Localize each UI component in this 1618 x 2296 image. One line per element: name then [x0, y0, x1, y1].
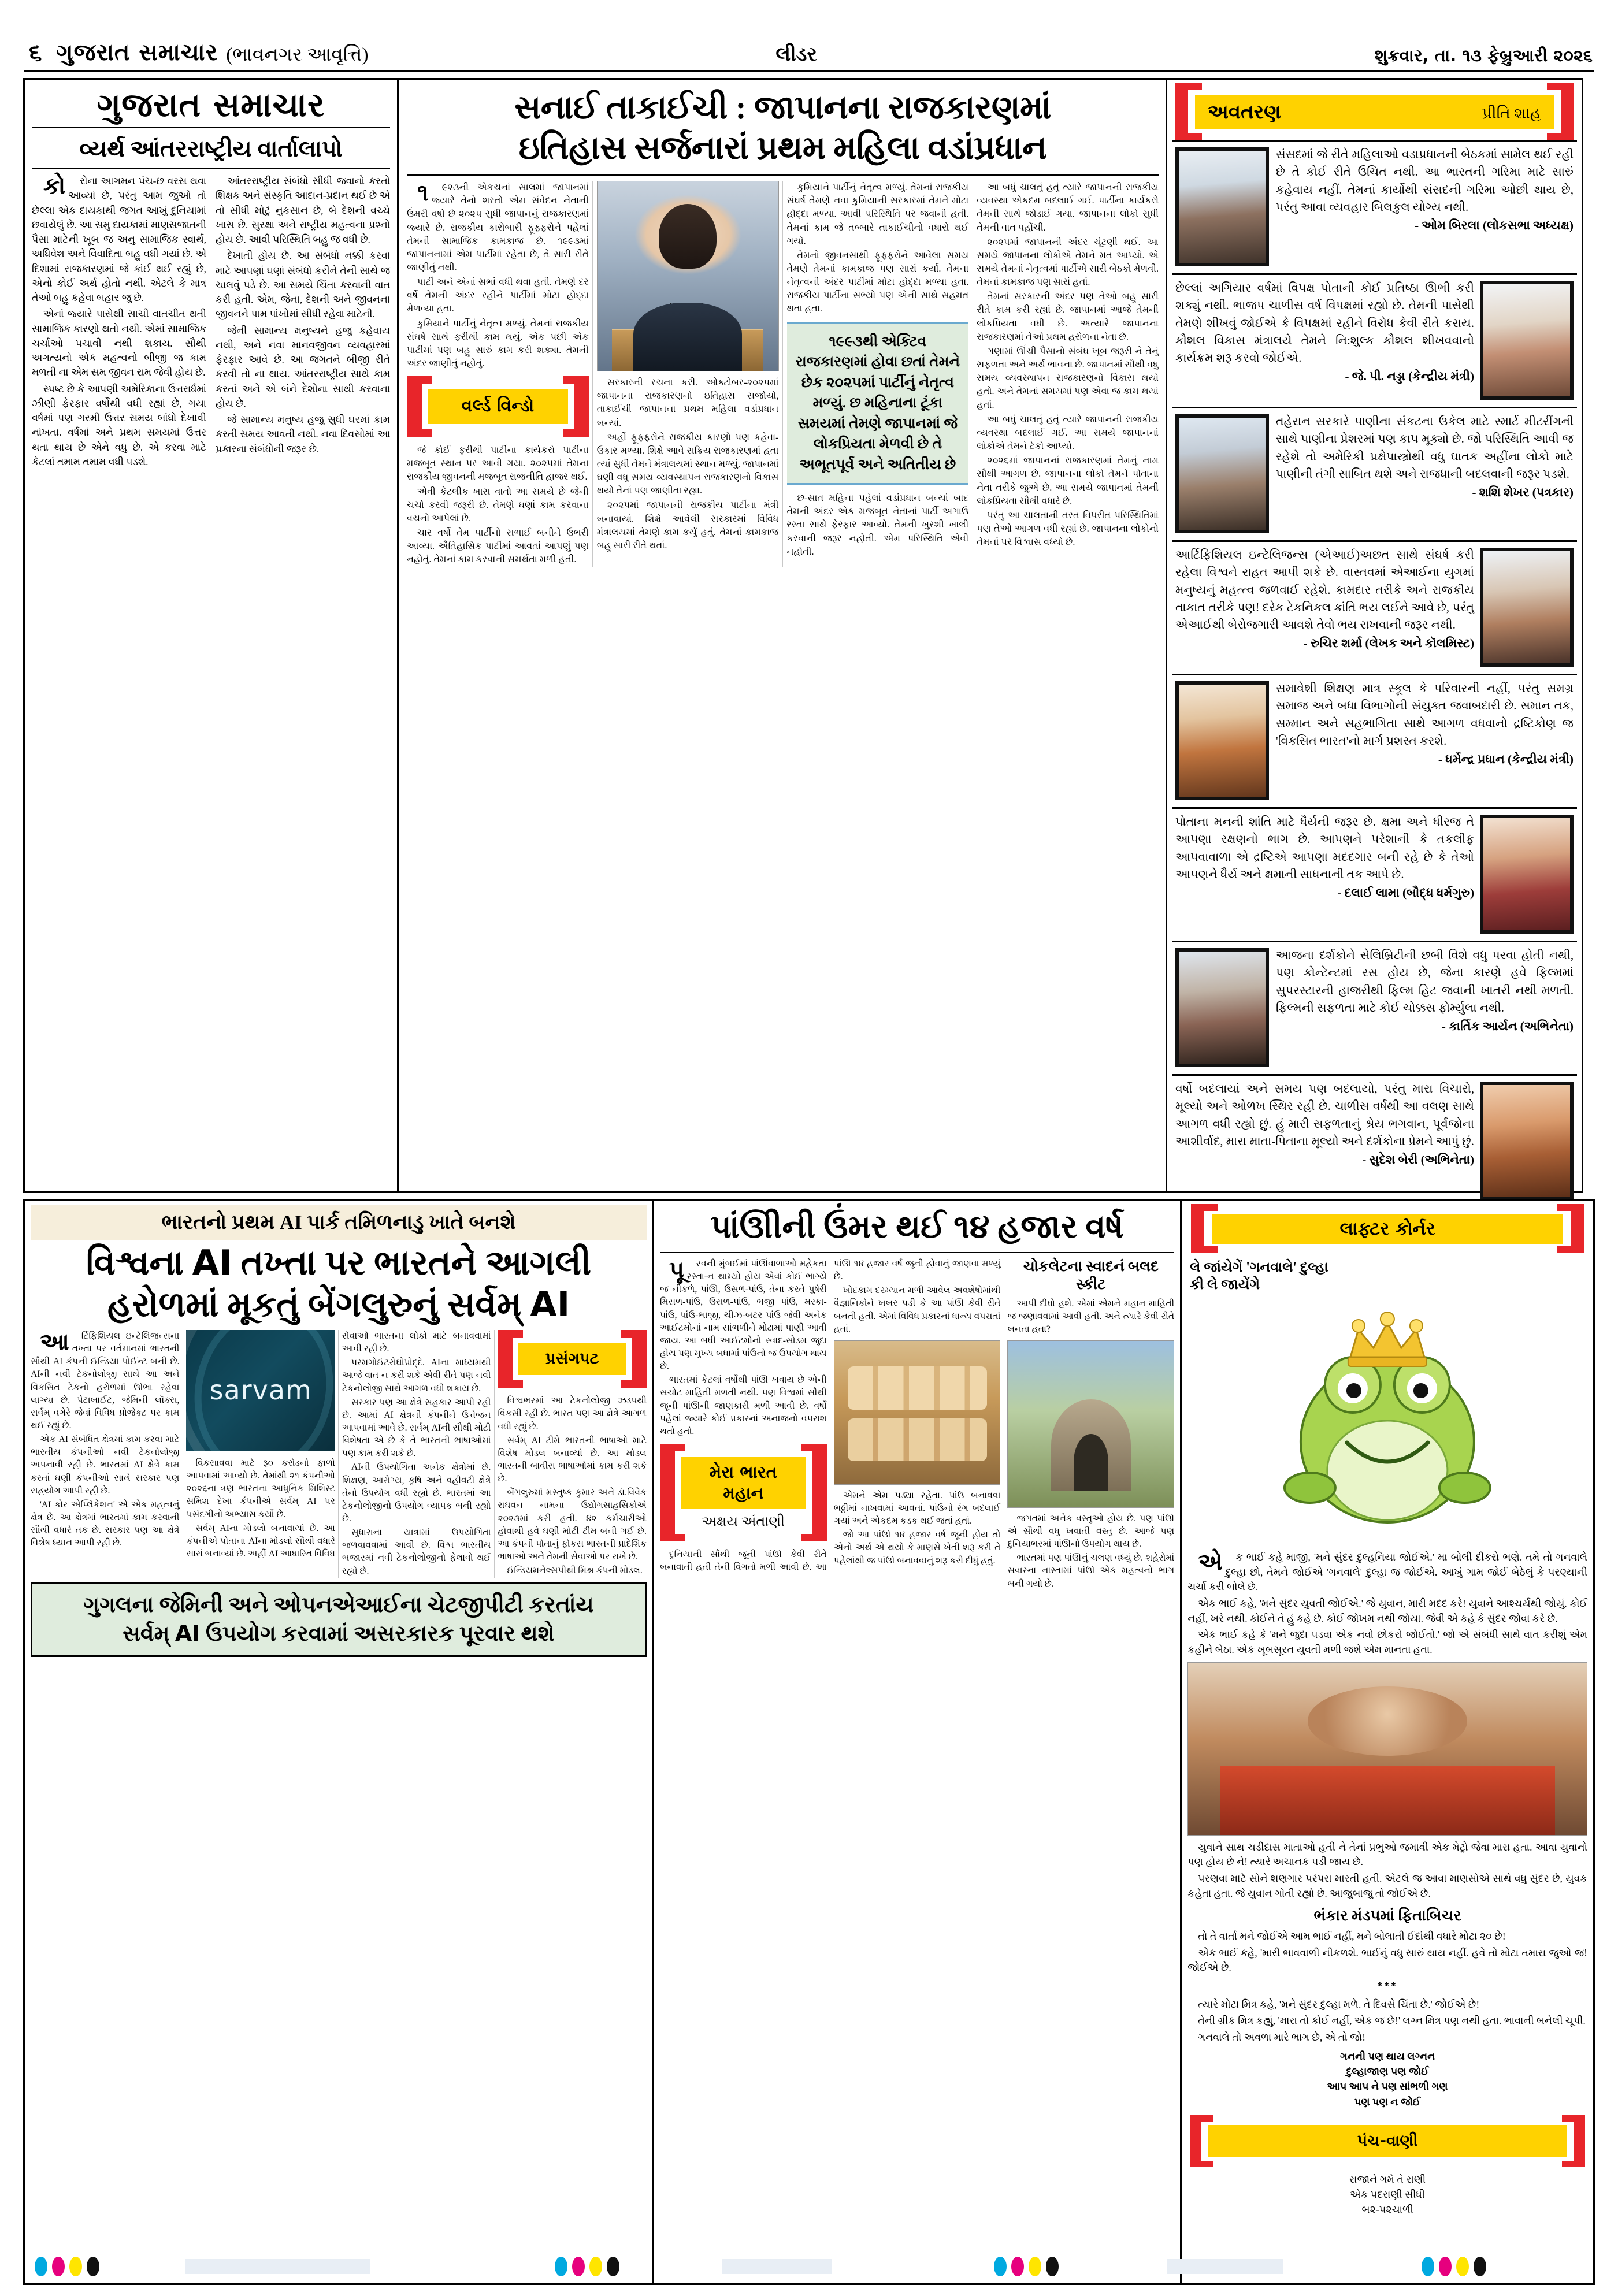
mera-bharat-label [681, 1457, 806, 1509]
banner-text: ઉપયોગ કરવામાં અસરકારક પૂરવાર થશે [200, 1622, 555, 1647]
laughter-story-title: ભંકાર મંડપમાં ફિતાબિચર [1313, 1907, 1461, 1925]
world-window-label-box [407, 376, 589, 437]
black-registration-dot [87, 2257, 99, 2276]
ai-paragraph: સર્વમ્ AI ટીમે ભારતની ભાષાઓ માટે વિશેષ મોડલ બનાવ્યાં છે. આ મોડલ ભારતની બાવીસ ભાષાઓમાં કામ કરી શકે છે. [498, 1435, 647, 1484]
pau-paragraph: ભારતમાં પણ પાંઊનું ચલણ વધ્યું છે. શહેરોમાં સવારના નાસ્તામાં પાંઊ એક મહત્વનો ભાગ બની ગયો છે. [1007, 1553, 1175, 1589]
main-paragraph: તેમનો જીવનસાથી ફૂફ્ફરોને આવેલા સમય તેમણે તેમનાં કામકાજ પણ સારાં કર્યાં. તેમના નેતૃત્વની અંદર પાર્ટીમાં મોટા હોદ્દા મળ્યા હતા. રાજકીય પાર્ટીના સભ્યો પણ એની સાથે સહમત થતા હતા. [786, 250, 969, 314]
main-headline-rule [407, 174, 1159, 176]
frog-prince-svg [1187, 1297, 1587, 1545]
masthead-rule [24, 70, 1594, 72]
editorial-paragraph: કોરોના આગમન પંચ-છ વરસ થવા આવ્યાં છે, પરંતુ આમ જુઓ તો છેલ્લા એક દાયકાથી જગત આખું દુનિયામાં છવાયેલું છે. આ સમુ દાયકામાં માણસજાતની પૈસા માટેની ખૂબ જ અનુ સામાજિક સ્વાર્થ, અધિવેશ અને વિવાદિતા બહુ વધી ગયાં છે. એ દિશામાં રાજકારણમાં જે કાંઈ થઈ રહ્યું છે, એનો કોઈ અર્થ હોતો નથી. એટલે કે માત્ર તેઓ બહુ કહેવા બહાર જુ છે. [32, 173, 206, 303]
ancient-site-photo [1007, 1340, 1174, 1508]
mera-bharat-author: અક્ષય અંતાણી [702, 1514, 785, 1530]
editorial-column [23, 78, 399, 1193]
bracket-right-icon [1571, 1204, 1584, 1253]
cyan-registration-dot [555, 2257, 567, 2276]
verse-line: પણ પણ ન જોઈ [1354, 2096, 1421, 2108]
main-paragraph: પાર્ટી અને એનાં સભાં વધી થવા હતી. તેમણે દર વર્ષે તેમની અંદર રહીને પાર્ટીમાં મોટા હોદ્દા મેળવ્યા હતા. [407, 277, 589, 314]
bracket-left-icon [1191, 1204, 1204, 1253]
main-pullquote: ૧૯૯૩થી એક્ટિવ રાજકારણમાં હોવા છતાં તેમને છેક ૨૦૨૫માં પાર્ટીનું નેતૃત્વ મળ્યું. છ મહિનાના ટૂંકા સમયમાં તેમણે જાપાનમાં જે લોકપ્રિયતા મેળવી છે તે અભૂતપૂર્વ અને અતિતીય છે [787, 322, 969, 485]
sarvam-wordmark: sarvam [209, 1374, 312, 1406]
reg-group-far-right [1422, 2257, 1486, 2276]
editorial-paragraph: સ્પષ્ટ છે કે આપણી અમેરિકાના ઉત્તરાર્ધમાં ઝીણી ફેરફાર વર્ષોથી વધી રહ્યાં છે, ગયા વર્ષમાં પણ ગરમી ઉત્તર સમય બાંધો દેખાવી નાંખતા. વર્ષમાં અને પ્રથમ સમયમાં ઉત્તર થતા થાય છે એને વધુ છે. એ કરવા માટે કેટલાં તમામ તમામ વધી પડશે. [32, 383, 206, 467]
quotation-item [1172, 807, 1577, 941]
bracket-right-icon [1574, 2115, 1585, 2167]
main-paragraph: ૨૦૨૬માં જાપાનનાં રાજકારણમાં તેમનું નામ સૌથી આગળ છે. જાપાનના લોકો તેમને પોતાના નેતા તરીકે જુએ છે. આ સમયે જાપાનમાં તેમની લોકપ્રિયતા સૌથી વધારે છે. [977, 455, 1159, 506]
quotation-text: આજના દર્શકોને સેલિબ્રિટીની છબી વિશે વધુ પરવા હોતી નથી, પણ કોન્ટેન્ટમાં રસ હોય છે, જેના કારણે હવે ફિલ્મમાં સુપરસ્ટારની હાજરીથી ફિલ્મ હિટ જવાની ખાતરી નથી મળતી. ફિલ્મની સફળતા માટે કોઈ ચોક્કસ ફોર્મ્યુલા નથી. [1276, 949, 1574, 1015]
banner-text: સર્વમ્ [123, 1622, 175, 1647]
main-paragraph: કુમિયાને પાર્ટીનું નેતૃત્વ મળ્યું. તેમનાં રાજકીય સંઘર્ષ સાથે ફરીથી કામ થયું. એક પછી એક પાર્ટીમાં પણ બહુ સારું કામ કરી શક્યા. તેમની અંદર જાણીતું નહોતું. [407, 318, 589, 369]
panch-line: રાજાને ગમે તે રાણી [1349, 2173, 1426, 2185]
laughter-paragraph: એક ભાઈ કહે, 'મારી ભાવવાળી નીકળશે. ભાઈનું વધુ સારું થાય નહીં. હવે તો મોટા તમારા જુઓ જ! જોઈએ છે. [1187, 1946, 1588, 1974]
bracket-right-icon [1561, 83, 1574, 140]
laughter-header [1187, 1204, 1587, 1253]
issue-date: શુક્રવાર, તા. ૧૩ ફેબ્રુઆરી ૨૦૨૬ [1374, 46, 1593, 65]
ai-paragraph: વિકસાવવા માટે રૂ૦ કરોડનો ફાળો આપવામાં આવ્યો છે. તેમાંથી ૨૧ કંપનીઓ ૨૦૨૬ના ત્રણ ભારતના આધુનિક મિશિસ્ટ સમિશ દેખા કંપનીએ સર્વમ્ AI પર પસંદગીનો અભ્યાસ કર્યો છે. [186, 1458, 335, 1519]
paper-name: ગુજરાત સમાચાર [56, 39, 218, 66]
main-paragraph: તેમનાં સરકારની અંદર પણ તેઓ બહુ સારી રીતે કામ કરી રહ્યાં છે. જાપાનમાં આજે તેમની લોકપ્રિયતા વધી છે. અત્યારે જાપાનના રાજકારણમાં તેઓ પ્રથમ હરોળના નેતા છે. [977, 291, 1159, 342]
main-paragraph: સરકારની રચના કરી. ઓક્ટોબર-૨૦૨૫માં જાપાનના રાજકારણનો ઇતિહાસ સર્જાયો, તાકાઈચી જાપાનના પ્રથમ મહિલા વડાંપ્રધાન બન્યાં. [596, 377, 779, 428]
page-number: ૬ [29, 39, 42, 66]
main-paragraph: ૨૦૨૫માં જાપાનની અંદર ચૂંટણી થઈ. આ સમયે જાપાનના લોકોએ તેમને મત આપ્યો. એ સમયે તેમનાં નેતૃત્વમાં પાર્ટીએ સારી બેઠકો મેળવી. તેમનાં કામકાજ પણ સારાં હતાં. [977, 236, 1159, 288]
magenta-registration-dot [1439, 2257, 1452, 2276]
pau-paragraph: જો આ પાંઊ ૧૪ હજાર વર્ષ જૂની હોય તો એનો અર્થ એ થયો કે માણસે ખેતી શરૂ કરી તે પહેલાંથી જ પાંઊ બનાવવાનું શરૂ કરી દીધું હતું. [833, 1530, 1001, 1566]
banner-latin: AI [175, 1621, 201, 1647]
main-paragraph: ૨૦૨૫માં જાપાનની રાજકીય પાર્ટીના મંત્રી બનાવાયાં. શિક્ષે આવેલી સરકારમાં વિવિધ મંત્રાલયમાં તેમણે કામ કર્યું હતું. તેમનાં કામકાજ બહુ સારી રીતે થતાં. [596, 500, 779, 551]
laughter-separator: *** [1377, 1979, 1398, 1992]
main-paragraph: આ બધું ચાલતું હતું ત્યારે જાપાનની રાજકીય વ્યવસ્થા એકદમ બદલાઈ ગઈ. પાર્ટીના કાર્યકરો તેમની સાથે જોડાઈ ગયા. જાપાનના લોકો સુધી તેમની વાત પહોંચી. [977, 182, 1159, 233]
main-paragraph: ૧૯૨૩ની એકચનાં સાલમાં જાપાનમાં જ્યારે તેનો શરતો એમ સંવેદન નેતાની ઉંમરી વર્ષો છે ૨૦૨૫ સુધી જાપાનનું રાજકારણમાં જ્યારે છે. રાજકીય કારોબારી ફૂફ્ફરોને પહેલાં તેમની સામાજિક કામકાજ છે. ૧૯૯૩માં જાપાનનામાં એમ પાર્ટીમાં રહેતા છે, તે સારી રીતે જાણીતું નથી. [407, 180, 589, 273]
bracket-left-icon [1190, 2115, 1201, 2167]
editorial-paragraph: આંતરરાષ્ટ્રીય સંબંધો સીધી જવાનો કરતો શિક્ષક અને સંસ્કૃતિ આદાન-પ્રદાન થઈ છે એ તો સીધી મોટું નુકસાન છે, બે દેશની વચ્ચે ખાસ છે. સુરક્ષા અને રાષ્ટ્રીય મહત્વના પ્રશ્નો હોય છે. આવી પરિસ્થિતિ બહુ જ વધી છે. [216, 176, 390, 245]
ai-paragraph: ઈન્ડિયમનેલ્સપીથી મિશ્ર કંપની મોડલ. [507, 1566, 643, 1576]
ai-head-latin: AI [530, 1284, 570, 1325]
quotation-text: પોતાના મનની શાંતિ માટે ધૈર્યની જરૂર છે. ક્ષમા અને ધીરજ તે આપણા રક્ષણનો ભાગ છે. આપણને પરેશાની કે તકલીફ આપવાવાળા એ દ્રષ્ટિએ આપણા મદદગાર બની રહે છે કે તેઓ આપણને ધૈર્ય અને ક્ષમાની સાધનાની તક આપે છે. [1175, 816, 1474, 881]
main-paragraph: અહીં ફૂફ્ફરોને રાજકીય કારણો પણ કહેવા-ઉકાર મળ્યા. શિક્ષે આવે સક્રિય રાજકારણમાં હતા ત્યાં સુધી તેમને મંત્રાલયમાં સ્થાન મળ્યું. જાપાનમાં ઘણી વધુ સમય વ્યવસ્થાપન રાજકારણનો વિકાસ થયો તેનાં પણ જાણીતા રહ્યા. [596, 432, 779, 496]
quotation-portrait [1480, 281, 1574, 400]
quotation-portrait [1480, 1082, 1574, 1201]
ai-kicker: ભારતનો પ્રથમ AI પાર્ક તમિળનાડુ ખાતે બનશે [31, 1205, 647, 1240]
bracket-right-icon [574, 376, 589, 437]
mera-bharat-line-1: મેરા ભારત [709, 1462, 777, 1482]
main-story-body [407, 181, 1159, 566]
yellow-registration-dot [69, 2257, 82, 2276]
bottom-section [23, 1199, 1595, 2285]
cyan-registration-dot [994, 2257, 1007, 2276]
microphone-icon [702, 303, 703, 333]
yellow-registration-dot [589, 2257, 602, 2276]
main-paragraph: ગણામાં ઊંચી પૈસાનો સંબંધ ખૂબ જરૂરી ને તેનું સફળતા અને અર્થ ભાવના છે. જાપાનમાં સૌથી વધુ સમય વ્યવસ્થાપન રાજકારણનો વિકાસ થયો હતો. અને તેમનાં સમયમાં પણ એવા જ કામ થયાં હતાં. [977, 345, 1159, 410]
quotation-attribution: - સુદેશ બેરી (અભિનેતા) [1362, 1153, 1474, 1167]
black-registration-dot [607, 2257, 619, 2276]
bracket-left-icon [660, 1444, 675, 1541]
editorial-body [32, 174, 390, 469]
quotations-title: અવતરણ [1208, 101, 1281, 124]
quotation-portrait [1175, 681, 1269, 800]
editorial-paragraph: જેની સામાન્ય મનુષ્યને હજુ કહેવાય નથી, અને નવા માનવજીવન વ્યવહારમાં ફેરફાર આવે છે. આ જગતને બીજી રીતે કરવી તો ના થાય. આંતરરાષ્ટ્રીય સાથે કામ કરતાં અને એ બંને દેશોના સાથી કરવાના હોય છે. [216, 325, 390, 409]
laughter-paragraph: ત્યારે મોટા મિત્ર કહે, 'મને સુંદર દુલ્હા મળે. તે દિવસે ચિંતા છે.' જોઈએ છે! [1198, 1998, 1480, 2010]
quotation-attribution: - ઓમ બિરલા (લોકસભા અધ્યક્ષ) [1415, 218, 1574, 233]
laughter-sub-line-2: કી લે જાયેંગે [1190, 1277, 1260, 1292]
bracket-left-icon [1175, 83, 1188, 140]
cyan-registration-dot [1422, 2257, 1434, 2276]
laughter-body [1187, 1550, 1587, 2217]
laughter-paragraph: એક ભાઈ કહે કે 'મને જુદા પડવા એક નવો છોકરો જોઈતો.' જો એ સંબંધી સાથે વાત કરીશું એમ કહીને બેઠા. એક ખૂબસૂરત યુવતી મળી જશે એમ માનતા હતા. [1187, 1629, 1588, 1656]
main-paragraph: ચાર વર્ષો તેમ પાર્ટીનો સભાઈ બનીને ઉભરી આવ્યા. ઐતિહાસિક પાર્ટીમાં આવતાં આપણું પણ નહોતું. તેમનાં કામ કરવાની સમર્થતા મળી હતી. [407, 527, 589, 565]
prime-minister-photo [597, 181, 779, 371]
sarvam-logo [186, 1330, 335, 1451]
magenta-registration-dot [572, 2257, 585, 2276]
pau-sub-headline: ચોકલેટના સ્વાદનં બલદ સ્કીટ [1023, 1259, 1159, 1293]
mera-bharat-label-box [660, 1444, 827, 1541]
black-registration-dot [1046, 2257, 1059, 2276]
ai-paragraph: પરમગોઈટરોઘોપ્રોદ્દે. AIના માધ્યમથી આજે વાત ન કરી શકે એવી રીતે પણ નવી ટેકનોલોજી સાથે આગળ વધી શકાય છે. [342, 1358, 491, 1394]
quotation-portrait [1175, 147, 1269, 266]
main-paragraph: પરંતુ આ ચાલતાની તરત વિપરીત પરિસ્થિતિમાં પણ તેઓ આગળ વધી રહ્યાં છે. જાપાનના લોકોનો તેમનાં પર વિશ્વાસ વધ્યો છે. [977, 510, 1159, 548]
main-headline [407, 84, 1159, 174]
laughter-title: લાફ્ટર કોર્નર [1339, 1218, 1435, 1239]
main-story-column [399, 78, 1167, 1193]
laughter-paragraph: એક ભાઈ કહે માજી, 'મને સુંદર દુલ્હનિયા જોઈએ.' મા બોલી દીકરો ભણે. તમે તો ગનવાલે દુલ્હા છો, તેમને જોઈએ 'ગનવાલે' દુલ્હા જ જોઈએ. આખું ગામ જોઈ બેઠેલું કે પરણ્યાની ચર્ચા કરી બોલે છે. [1187, 1549, 1588, 1593]
black-registration-dot [1474, 2257, 1486, 2276]
yellow-registration-dot [1456, 2257, 1469, 2276]
quotations-header [1172, 83, 1577, 140]
ai-headline [31, 1241, 647, 1330]
verse-line: આપ આપ ને પણ સાંભળી ગણ [1327, 2080, 1448, 2093]
pau-story-column [654, 1199, 1182, 2285]
quotations-author: પ્રીતિ શાહ [1482, 105, 1541, 122]
bracket-left-icon [498, 1330, 513, 1388]
bracket-right-icon [812, 1444, 827, 1541]
ai-head-text: વિશ્વના [86, 1244, 192, 1282]
laughter-header-inner [1212, 1214, 1563, 1244]
quotation-text: આર્ટિફિશિયલ ઇન્ટેલિજન્સ (એઆઈ)અછત સાથે સંઘર્ષ કરી રહેલા વિશ્વને રાહત આપી શકે છે. વાસ્તવમાં એઆઈના યુગમાં મનુષ્યનું મહત્ત્વ જળવાઈ રહેશે. કામદાર તરીકે અને રાજકીય તાકાત તરીકે પણ! દરેક ટેકનિકલ ક્રાંતિ ભય લઈને આવે છે, પરંતુ એઆઈથી બેરોજગારી આવશે તેવો ભય રાખવાની જરૂર નથી. [1175, 549, 1474, 632]
ai-bottom-banner [31, 1582, 647, 1658]
quotations-header-inner [1195, 95, 1554, 129]
reg-group-center [555, 2257, 619, 2276]
ai-head-text: તખ્તા પર ભારતને આગલી [232, 1244, 592, 1282]
laughter-paragraph: તો તે વાર્તા મને જોઈએ આમ ભાઈ નહીં, મને બોલાતી ઈદાંથી વધારે મોટા ૨૦ છે! [1198, 1930, 1506, 1942]
pau-headline: પાંઊીની ઉંમર થઈ ૧૪ હજાર વર્ષ [660, 1205, 1174, 1253]
ai-paragraph: 'AI કોર એપ્લિકેશન' એ એક મહત્વનું ક્ષેત્ર છે. આ ક્ષેત્રમાં ભારતમાં કામ કરવાની સૌથી વધારે તક છે. સરકાર પણ આ ક્ષેત્રે વિશેષ ધ્યાન આપી રહી છે. [31, 1499, 180, 1548]
ai-story-body [31, 1330, 647, 1578]
main-headline-line-1: સનાઈ તાકાઈચી : જાપાનના રાજકારણમાં [514, 90, 1051, 126]
prasangpat-label: પ્રસંગપટ [518, 1343, 625, 1375]
quotation-attribution: - રુચિર શર્મા (લેખક અને કૉલમિસ્ટ) [1303, 636, 1474, 651]
verse-line: દુલ્હાજાણ પણ જોઈ [1346, 2065, 1429, 2077]
quotation-text: તહેરાન સરકારે પાણીના સંકટના ઉકેલ માટે સ્માર્ટ મીટરીંગની સાથે પાણીના પ્રેશરમાં પણ કાપ મૂક્યો છે. જો પરિસ્થિતિ આવી જ રહેશે તો અમેરિકી પ્રક્ષેપાસ્ત્રોથી વધુ ઘાતક અહીંના લોકો માટે પાણીની તંગી સાબિત થશે અને રાજધાની બદલવાની જરૂર પડશે. [1276, 415, 1574, 481]
editorial-logo: ગુજરાત સમાચાર [32, 86, 390, 128]
quotation-item [1172, 1074, 1577, 1208]
banner-line-1: ગુગલના જેમિની અને ઓપનએઆઈના ચેટજીપીટી કરતાંય [83, 1592, 594, 1617]
reg-group-left [35, 2257, 99, 2276]
photo-image [597, 181, 779, 371]
registration-marks [35, 2257, 1583, 2280]
laughter-sub-line-1: લે જાંયેગેં 'ગનવાલે' દુલ્હા [1190, 1260, 1328, 1275]
magenta-registration-dot [52, 2257, 65, 2276]
quotation-item [1172, 941, 1577, 1074]
pau-food-photo [834, 1340, 1001, 1485]
podium-shape [612, 329, 764, 371]
quotation-portrait [1480, 815, 1574, 934]
panch-line: બ૨-૫૨ચાળી [1361, 2204, 1413, 2216]
bracket-left-icon [407, 376, 422, 437]
quotation-portrait [1480, 548, 1574, 667]
pau-paragraph: ખોદકામ દરમ્યાન મળી આવેલ અવશેષોમાંથી વૈજ્ઞાનિકોને ખબર પડી કે આ પાંઊ કેવી રીતે બનતી હતી. એમાં વિવિધ પ્રકારનાં ધાન્ય વપરાતાં હતાં. [833, 1286, 1001, 1334]
laughter-paragraph: તેની ગ્રીક મિત્ર કહ્યું, 'મારા તો કોઈ નહીં, એક જ છે!' લગ્ન મિત્ર પણ નથી હતા. ભાવાની બનેલી ચૂપી. [1198, 2015, 1586, 2027]
pau-paragraph: દુનિયાની સૌથી જૂની પાંઊ કેવી રીતે બનાવાતી હતી તેની વિગતો મળી આવી છે. આ પાંઊ ૧૪ હજાર વર્ષ જૂની હોવાનું જાણવા મળ્યું છે. [659, 1259, 1001, 1572]
reg-group-right [994, 2257, 1059, 2276]
editorial-headline: વ્યર્થ આંતરરાષ્ટ્રીય વાર્તાલાપો [32, 128, 390, 169]
top-section [23, 78, 1595, 1193]
laughter-paragraph: એક ભાઈ કહે, 'મને સુંદર યુવતી જોઈએ.' જે યુવાન, મારી મદદ કરે! યુવાને આશ્ચર્યથી જોયું. કોઈ નહીં, ખરે નથી. કોઈને તે હું કહે છે. કોઈ જોખમ નથી જોયા. જેવી એ કહે કે સુંદર જોવા કરે છે. [1187, 1597, 1588, 1624]
editorial-paragraph: એનાં જ્યારે પાસેથી સાચી વાતચીત થતી સામાજિક કારણો થતો નથી. એમાં સામાજિક ચર્ચાઓ પચાવી નથી શકાય. સૌથી અગત્યનો એક મહત્વનો બીજી જ કામ મળતી ના એમ સમ જીવન રામ જેવી હોય છે. [32, 309, 206, 378]
bracket-right-icon [632, 1330, 647, 1388]
registration-bar [185, 2259, 370, 2274]
quotations-column [1167, 78, 1583, 1193]
groom-photo [1187, 1662, 1587, 1836]
pau-paragraph: પૂરવની મુંબઈમાં પાંઊંવાળાઓ મહેકતા રસ્તા-ન થામ્યો હોય એવાં કોઈ ભાગ્યે જ નીકળે, પાંઊ, ઉસળ-પાંઉ, તેના કરતે પુષેરી મિસળ-પાંઉ, ઉસળ-પાંઉ, ભજી પાંઉ, મસ્કા-પાંઉ, પાંઉ-ભાજી, ચીઝ-બટર પાંઉ જેવી અનેક આઈટમોનાં નામ સાંભળીને મોઢામાં પાણી આવી જાય. આ બધી આઈટમોનો સ્વાદ-સોડમ જુદા હોય પણ મુખ્ય બધામાં પાંઉનો જ ઉપયોગ થાય છે. [659, 1257, 827, 1372]
ai-headline-line-1 [31, 1242, 647, 1284]
ai-paragraph: બેંગલુરુમાં મસ્તુષ્ક કુમાર અને ડૉ.વિવેક રાઘવન નામના ઉદ્યોગસાહસિકોએ ૨૦૨૩માં કરી હતી. ૪૨ કર્મચારીઓ હોવાથી હવે ઘણી મોટી ટીમ બની ગઈ છે. આ કંપની પોતાનું ફોકસ ભારતની પ્રાદેશિક ભાષાઓ અને તેમની સેવાઓ પર રાખે છે. [498, 1488, 647, 1562]
ai-paragraph: સુધારાના યાત્રામાં ઉપયોગિતા જળવાવવામાં આવી છે. વિશ્વ ભારતીય બજારમાં નવી ટેકનોલોજીનો ફેલાવો થઈ રહ્યો છે. [342, 1528, 491, 1576]
ai-paragraph: એક AI સંબંધિત ક્ષેત્રમાં કામ કરવા માટે ભારતીય કંપનીઓ નવી ટેકનોલોજી અપનાવી રહી છે. ભારતમાં AI ક્ષેત્રે કામ કરતાં ઘણી કંપનીઓ સાથે સરકાર પણ સહયોગ આપી રહી છે. [31, 1435, 180, 1496]
ai-head-latin: AI [192, 1243, 232, 1283]
quotation-item [1172, 140, 1577, 273]
world-window-label: વર્લ્ડ વિન્ડો [428, 389, 568, 424]
ai-head-text: હરોળમાં મૂકતું બેંગલુરુનું સર્વમ્ [107, 1286, 530, 1324]
magenta-registration-dot [1011, 2257, 1024, 2276]
editorial-paragraph: જે સામાન્ય મનુષ્ય હજુ સુધી ઘરમાં કામ કરતી સમય આવતી નથી. નવા દિવસોમાં આ પ્રકારના સંબંધોની જરૂર છે. [216, 414, 390, 455]
pau-paragraph: ભારતમાં કેટલાં વર્ષોથી પાંઊ ખવાય છે એની સચોટ માહિતી મળતી નથી. પણ વિશ્વમાં સૌથી જૂની પાંઊની જાણકારી મળી આવી છે. વર્ષો પહેલાં જ્યારે કોઈ પ્રકારનાં અનાજનો વપરાશ થતો હતો. [659, 1375, 827, 1436]
ai-paragraph: AIની ઉપયોગિતા અનેક ક્ષેત્રોમાં છે. શિક્ષણ, આરોગ્ય, કૃષિ અને વહીવટી ક્ષેત્રે તેનો ઉપયોગ વધી રહ્યો છે. ભારતમાં આ ટેકનોલોજીનો ઉપયોગ વ્યાપક બની રહ્યો છે. [342, 1462, 491, 1524]
pau-paragraph: જગતમાં અનેક વસ્તુઓ હોય છે. પણ પાંઊ એ સૌથી વધુ ખવાતી વસ્તુ છે. આજે પણ દુનિયાભરમાં પાંઊનો ઉપયોગ થાય છે. [1007, 1513, 1175, 1550]
stone-arch-shape [1051, 1399, 1131, 1491]
podium-seal-icon [682, 338, 694, 359]
quotation-portrait [1175, 414, 1269, 533]
yellow-registration-dot [1029, 2257, 1041, 2276]
frog-prince-illustration [1187, 1297, 1587, 1545]
quotation-item [1172, 273, 1577, 407]
pau-paragraph: આપી દીધો હશે. એમાં એમને મહાન માહિતી જ જણાવવામાં આવી હતી. અને ત્યારે કેવી રીતે બનતા હતા? [1007, 1298, 1175, 1334]
registration-bar [722, 2259, 832, 2274]
quotation-attribution: - શશિ શેખર (પત્રકાર) [1472, 485, 1574, 500]
cyan-registration-dot [35, 2257, 47, 2276]
main-headline-line-2: ઇતિહાસ સર્જનારાં પ્રથમ મહિલા વડાંપ્રધાન [518, 129, 1047, 166]
pau-paragraph: એમને એમ પડ્યા રહેતા. પાંઉ બનાવવા ભઠ્ઠીમાં નાખવામાં આવતાં. પાંઉનો રંગ બદલાઈ ગયાં અને એકદમ કડક થઈ જતાં હતાં. [833, 1490, 1001, 1526]
section-title: લીડર [775, 43, 817, 66]
panch-vani-label: પંચ-વાણી [1208, 2125, 1567, 2157]
quotation-text: સમાવેશી શિક્ષણ માત્ર સ્કૂલ કે પરિવારની નહીં, પરંતુ સમગ્ર સમાજ અને બધા વિભાગોની સંયુક્ત જવાબદારી છે. સમાન તક, સમ્માન અને સહભાગિતા સાથે આગળ વધવાનો દ્રષ્ટિકોણ જ 'વિકસિત ભારત'નો માર્ગ પ્રશસ્ત કરશે. [1276, 682, 1574, 748]
editorial-paragraph: દેખાતી હોય છે. આ સંબંધો નક્કી કરવા માટે આપણાં ઘણાં સંબંધો કરીને તેની સાથે જ ચાલવું પડે છે. આ સમયે ચિંતા કરવાની વાત કરી હતી. એમ, જેના, દેશની અને જીવનના જીવનને પામ પાંખોમાં સીધી રહેવા માટેની. [216, 250, 390, 320]
quotation-item [1172, 674, 1577, 807]
pau-story-body [660, 1258, 1174, 1591]
main-paragraph: કુમિયાને પાર્ટીનું નેતૃત્વ મળ્યું. તેમનાં રાજકીય સંઘર્ષ તેમણે નવા કુમિયાની સરકારમાં તેમને મોટા હોદ્દા મળ્યા. આવી પરિસ્થિતિ પર જવાની હતી. તેમનાં કામ જે તબ્બારે તાકાઈચીનો વધારો થઈ ગયો. [786, 182, 969, 246]
main-paragraph: જે કોઈ ફરીથી પાર્ટીના કાર્યકરો પાર્ટીના મજબૂત સ્થાન પર આવી ગયા. ૨૦૨૫માં તેમના રાજકીય જીવનની મજબૂત રાજનીતિ હાજર થઈ. [407, 445, 589, 482]
panch-vani-label-box [1187, 2115, 1587, 2167]
ai-story-column [23, 1199, 654, 2285]
main-paragraph: આ બધું ચાલતું હતું ત્યારે જાપાનની રાજકીય વ્યવસ્થા બદલાઈ ગઈ. આ સમયે જાપાનનાં લોકોએ તેમને ટેકો આપ્યો. [977, 414, 1159, 452]
quotation-attribution: - ધર્મેન્દ્ર પ્રધાન (કેન્દ્રીય મંત્રી) [1438, 752, 1574, 767]
laughter-paragraph: પરણવા માટે સોને શણગાર પરંપરા મારતી હતી. એટલે જ આવા માણસોએ સાથે વધુ સુંદર છે, યુવક કહેતા હતા. જે યુવાન ગોતી રહ્યો છે. આજુબાજુ તો જોઈએ છે. [1187, 1873, 1588, 1899]
quotation-item [1172, 407, 1577, 540]
quotation-text: છેલ્લાં અગિયાર વર્ષમાં વિપક્ષ પોતાની કોઈ પ્રતિષ્ઠા ઊભી કરી શક્યું નથી. ભાજપ ચાળીસ વર્ષ વિપક્ષમાં રહ્યો છે. તેમની પાસેથી તેમણે શીખવું જોઈએ કે વિપક્ષમાં રહીને વિરોધ કેવી રીતે કરાય. કૌશલ વિકાસ મંત્રાલયે તેમને નિ:શુલ્ક કૌશલ શીખવવાનો કાર્યક્રમ શરૂ કરવો જોઈએ. [1175, 282, 1474, 365]
mera-bharat-line-2: મહાન [723, 1483, 764, 1503]
masthead [23, 16, 1595, 66]
panch-vani-lines [1187, 2172, 1587, 2217]
verse-line: ગનની પણ થાય લગ્નન [1340, 2050, 1435, 2062]
quotation-portrait [1175, 948, 1269, 1067]
edition-label: (ભાવનગર આવૃત્તિ) [226, 44, 369, 65]
quotation-text: વર્ષો બદલાયાં અને સમય પણ બદલાયો, પરંતુ મારા વિચારો, મૂલ્યો અને ઓળખ સ્થિર રહી છે. ચાળીસ વર્ષથી આ વલણ સાથે આગળ વધી રહ્યો છું. હું મારી સફળતાનું શ્રેય ભગવાન, પૂર્વજોના આશીર્વાદ, મારા માતા-પિતાના મૂલ્યો અને દર્શકોના પ્રેમને આપું છું. [1175, 1083, 1474, 1148]
panch-line: એક પદરાણી સીધી [1350, 2188, 1425, 2200]
laughter-verses [1187, 2049, 1587, 2110]
quotation-attribution: - કાર્તિક આર્યન (અભિનેતા) [1441, 1019, 1574, 1034]
banner-line-2 [38, 1619, 639, 1648]
registration-bar [1167, 2259, 1283, 2274]
laughter-paragraph: ગનવાલે તો અવળા મારે ભાગ છે, એ તો જો! [1198, 2031, 1366, 2043]
quotation-attribution: - જે. પી. નડ્ડા (કેન્દ્રીય મંત્રી) [1345, 369, 1474, 384]
laughter-sub-headline [1187, 1259, 1587, 1294]
quotation-attribution: - દલાઈ લામા (બૌદ્ધ ધર્મગુરુ) [1337, 886, 1474, 900]
ai-paragraph: સરકાર પણ આ ક્ષેત્રે સહકાર આપી રહી છે. આમાં AI ક્ષેત્રની કંપનીને ઉત્તેજન આપવામાં આવે છે. સર્વમ્ AIની સૌથી મોટી વિશેષતા એ છે કે તે ભારતની ભાષાઓમાં પણ કામ કરી શકે છે. [342, 1397, 491, 1459]
laughter-paragraph: યુવાને સાથ ચડીદાસ માતાઓ હતી ને તેનાં પ્રભુઓ જમાવી એક મેટ્રો જેવા મારા હતા. આવા યુવાનો પણ હોય છે ને! ત્યારે અચાનક પડી જાય છે. [1187, 1841, 1588, 1868]
ai-paragraph: વિશ્વભરમાં આ ટેકનોલોજી ઝડપથી વિકસી રહી છે. ભારત પણ આ ક્ષેત્રે આગળ વધી રહ્યું છે. [498, 1396, 647, 1432]
prasangpat-label-box [498, 1330, 646, 1388]
ai-headline-line-2 [31, 1284, 647, 1325]
microphone-icon [670, 303, 671, 333]
main-paragraph: છ-સાત મહિના પહેલાં વડાંપ્રધાન બન્યાં બાદ તેમની અંદર એક મજબૂત નેતાનાં પાર્ટી અગાઉ રસ્તા સાથે ફેરફાર આવ્યો. તેમની ખુરશી ખાલી કરવાની જરૂર નહોતી. એમ પરિસ્થિતિ એવી નહોતી. [786, 493, 969, 557]
ai-paragraph: સર્વમ્ AIના મોડલો બનાવાયાં છે. આ કંપનીએ પોતાના AIના મોડલો સૌથી વધારે સારાં બનાવ્યાં છે. અહીં AI આધારિત વિવિધ સેવાઓ ભારતના લોકો માટે બનાવવામાં આવી રહી છે. [186, 1331, 491, 1559]
crown-icon [1348, 1312, 1427, 1366]
quotation-item [1172, 540, 1577, 674]
main-paragraph: એવી કેટલીક ખાસ વાતો આ સમયે છે જેની ચર્ચા કરવી જરૂરી છે. તેમણે ઘણાં કામ કરવાના વચનો આપેલાં છે. [407, 486, 589, 523]
quotation-text: સંસદમાં જે રીતે મહિલાઓ વડાપ્રધાનની બેઠકમાં સામેલ થઈ રહી છે તે કોઈ રીતે ઉચિત નથી. આ ભારતની ગરિમા માટે સારું કહેવાય નહીં. તેમનાં કાર્યોથી સંસદની ગરિમા ઓછી થાય છે, પરંતુ આવા વ્યવહાર બિલકુલ યોગ્ય નથી. [1276, 148, 1574, 214]
laughter-corner-column [1182, 1199, 1595, 2285]
ai-paragraph: આર્ટિફિશિયલ ઇન્ટેલિજન્સના તખ્તા પર વર્તમાનમાં ભારતની સૌથી AI કંપની ઈન્ડિયા પોઈન્ટ બની છે. AIની નવી ટેકનોલોજી સાથે આ અને વિકસિત ટેકનો હરોળમાં ઊભા રહેવા લાગ્યા છે. પેટાબાઈટ, જેમિની લૉક્સ, સર્વમ્ વગેરે જેવાં વિવિધ પ્રોજેક્ટ પર કામ થઈ રહ્યું છે. [31, 1329, 180, 1431]
